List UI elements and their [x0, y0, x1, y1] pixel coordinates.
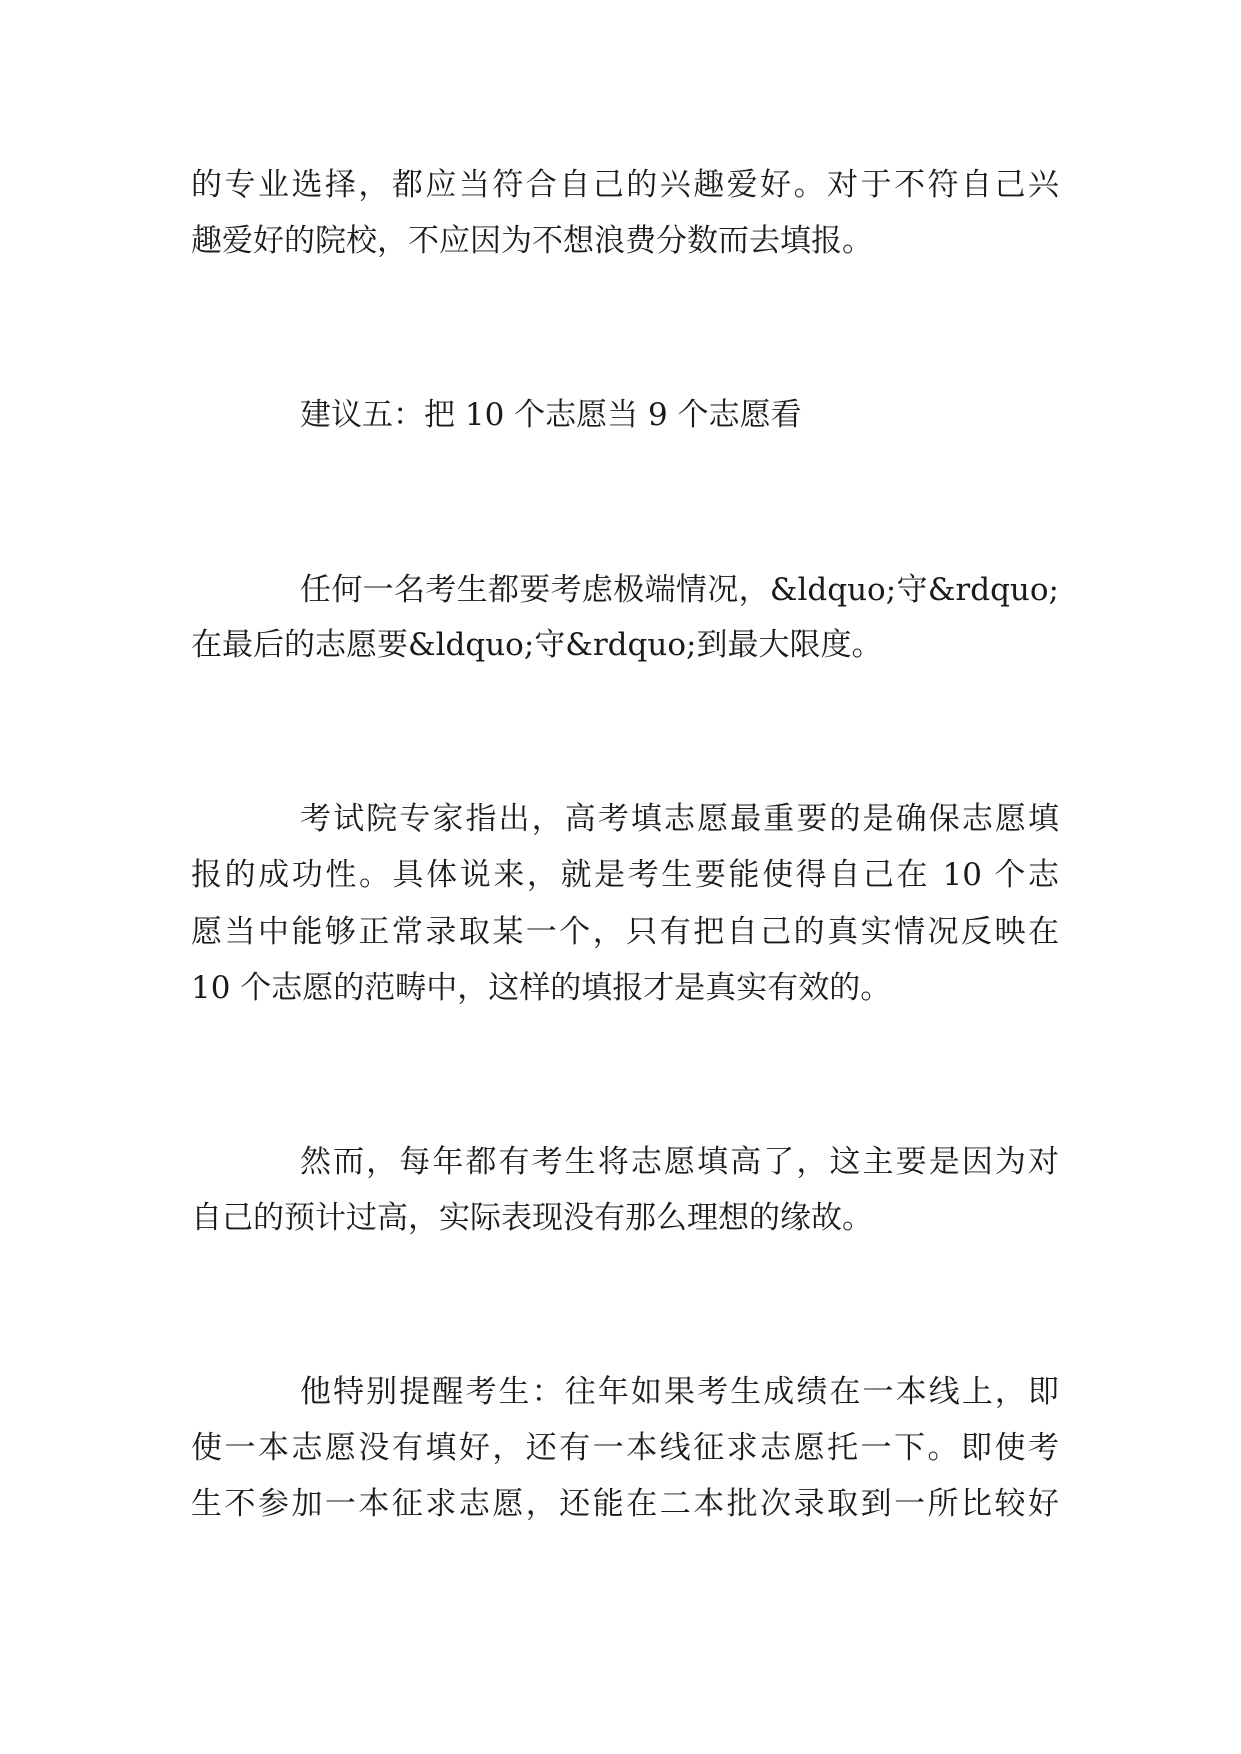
- paragraph-3-line-2: 报的成功性。具体说来，就是考生要能使得自己在 10 个志: [191, 857, 1059, 893]
- paragraph-4-line-2: 自己的预计过高，实际表现没有那么理想的缘故。: [191, 1200, 873, 1236]
- section-heading: 建议五：把 10 个志愿当 9 个志愿看: [300, 397, 802, 433]
- paragraph-2-line-1: 任何一名考生都要考虑极端情况，&ldquo;守&rdquo;: [300, 572, 1059, 608]
- paragraph-5-line-2: 使一本志愿没有填好，还有一本线征求志愿托一下。即使考: [191, 1430, 1059, 1466]
- paragraph-3-line-1: 考试院专家指出，高考填志愿最重要的是确保志愿填: [300, 801, 1059, 837]
- paragraph-3-line-3: 愿当中能够正常录取某一个，只有把自己的真实情况反映在: [191, 914, 1059, 950]
- paragraph-3-line-4: 10 个志愿的范畴中，这样的填报才是真实有效的。: [191, 970, 892, 1006]
- paragraph-1-line-2: 趣爱好的院校，不应因为不想浪费分数而去填报。: [191, 223, 873, 259]
- paragraph-5-line-1: 他特别提醒考生：往年如果考生成绩在一本线上，即: [300, 1374, 1059, 1410]
- paragraph-1-line-1: 的专业选择，都应当符合自己的兴趣爱好。对于不符自己兴: [191, 167, 1059, 203]
- paragraph-5-line-3: 生不参加一本征求志愿，还能在二本批次录取到一所比较好: [191, 1486, 1059, 1522]
- paragraph-2-line-2: 在最后的志愿要&ldquo;守&rdquo;到最大限度。: [191, 627, 883, 663]
- paragraph-4-line-1: 然而，每年都有考生将志愿填高了，这主要是因为对: [300, 1144, 1059, 1180]
